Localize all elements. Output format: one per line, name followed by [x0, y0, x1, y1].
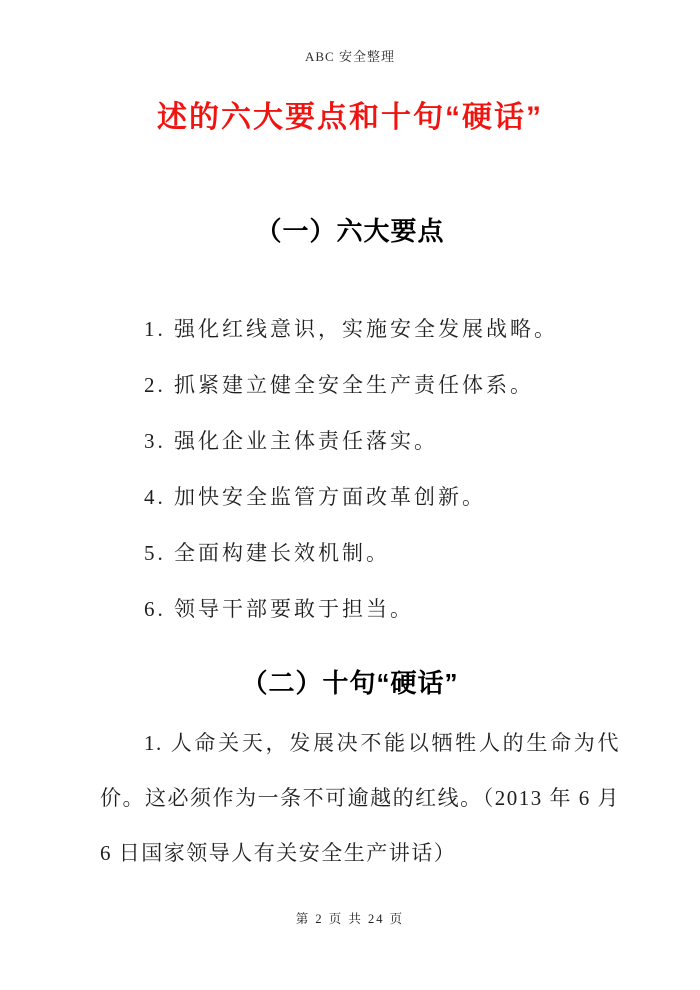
page-number-footer: 第 2 页 共 24 页: [295, 912, 405, 926]
page-header-text: ABC 安全整理: [305, 49, 395, 64]
section-1-heading: （一）六大要点: [255, 216, 445, 246]
body-paragraph: 1. 人命关天，发展决不能以牺牲人的生命为代价。这必须作为一条不可逾越的红线。（2013 年 6 月 6 日国家领导人有关安全生产讲话）: [100, 731, 620, 865]
section-2-heading: （二）十句“硬话”: [241, 668, 459, 698]
list-item-5: 5. 全面构建长效机制。: [144, 541, 390, 565]
list-item-6: 6. 领导干部要敢于担当。: [144, 597, 414, 621]
list-item-1: 1. 强化红线意识，实施安全发展战略。: [144, 317, 558, 341]
list-item-3: 3. 强化企业主体责任落实。: [144, 429, 438, 453]
six-points-list: [144, 318, 620, 620]
list-item-4: 4. 加快安全监管方面改革创新。: [144, 485, 486, 509]
document-title: 述的六大要点和十句“硬话”: [157, 101, 543, 134]
list-item-2: 2. 抓紧建立健全安全生产责任体系。: [144, 373, 534, 397]
